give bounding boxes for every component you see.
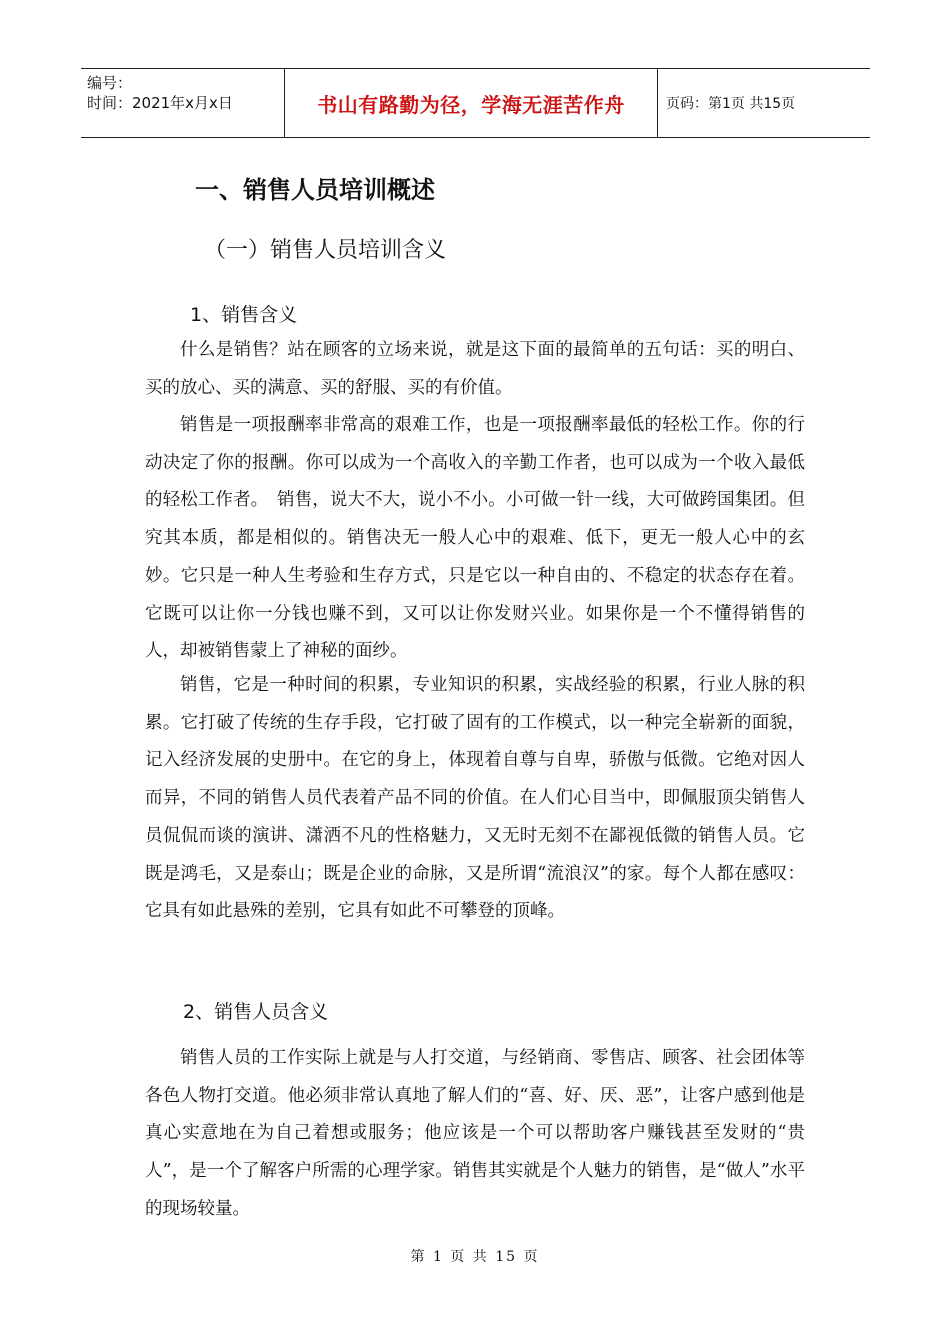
subsection-heading-2: 2、销售人员含义 [183,1001,329,1023]
motto-text: 书山有路勤为径，学海无涯苦作舟 [317,92,625,117]
paragraph: 销售是一项报酬率非常高的艰难工作，也是一项报酬率最低的轻松工作。你的行动决定了你的报酬。你可以成为一个高收入的辛勤工作者，也可以成为一个收入最低的轻松工作者。 销售，说大不大，说小不小。小可做一针一线，大可做跨国集团。但究其本质，都是相似的。销售决无一般人心中的艰难、低下，更无一般人心中的玄妙。它只是一种人生考验和生存方式，只是它以一种自由的、不稳定的状态存在着。它既可以让你一分钱也赚不到，又可以让你发财兴业。如果你是一个不懂得销售的人，却被销售蒙上了神秘的面纱。 [145,415,805,662]
header-motto-cell [284,69,658,137]
document-title: 一、销售人员培训概述 [195,176,435,204]
header-table [81,68,870,138]
paragraph: 销售，它是一种时间的积累，专业知识的积累，实战经验的积累，行业人脉的积累。它打破了传统的生存手段，它打破了固有的工作模式，以一种完全崭新的面貌，记入经济发展的史册中。在它的身上，体现着自尊与自卑，骄傲与低微。它绝对因人而异，不同的销售人员代表着产品不同的价值。在人们心目当中，即佩服顶尖销售人员侃侃而谈的演讲、潇洒不凡的性格魅力，又无时无刻不在鄙视低微的销售人员。它既是鸿毛，又是泰山；既是企业的命脉，又是所谓“流浪汉”的家。每个人都在感叹：它具有如此悬殊的差别，它具有如此不可攀登的顶峰。 [145,675,805,922]
subsection-heading-1: 1、销售含义 [190,304,298,326]
number-label: 编号： [87,74,133,92]
page-footer: 第 1 页 共 15 页 [410,1249,540,1265]
header-meta-cell [81,69,284,137]
paragraph: 销售人员的工作实际上就是与人打交道，与经销商、零售店、顾客、社会团体等各色人物打交道。他必须非常认真地了解人们的“喜、好、厌、恶”，让客户感到他是真心实意地在为自己着想或服务；他应该是一个可以帮助客户赚钱甚至发财的“贵人”，是一个了解客户所需的心理学家。销售其实就是个人魅力的销售，是“做人”水平的现场较量。 [145,1048,805,1219]
paragraph: 什么是销售？站在顾客的立场来说，就是这下面的最简单的五句话：买的明白、买的放心、买的满意、买的舒服、买的有价值。 [145,340,805,398]
time-label: 时间：2021年x月x日 [87,94,233,112]
section-heading: （一）销售人员培训含义 [204,238,447,263]
page-code: 页码：第1页 共15页 [666,96,796,112]
header-page-cell [658,69,870,137]
